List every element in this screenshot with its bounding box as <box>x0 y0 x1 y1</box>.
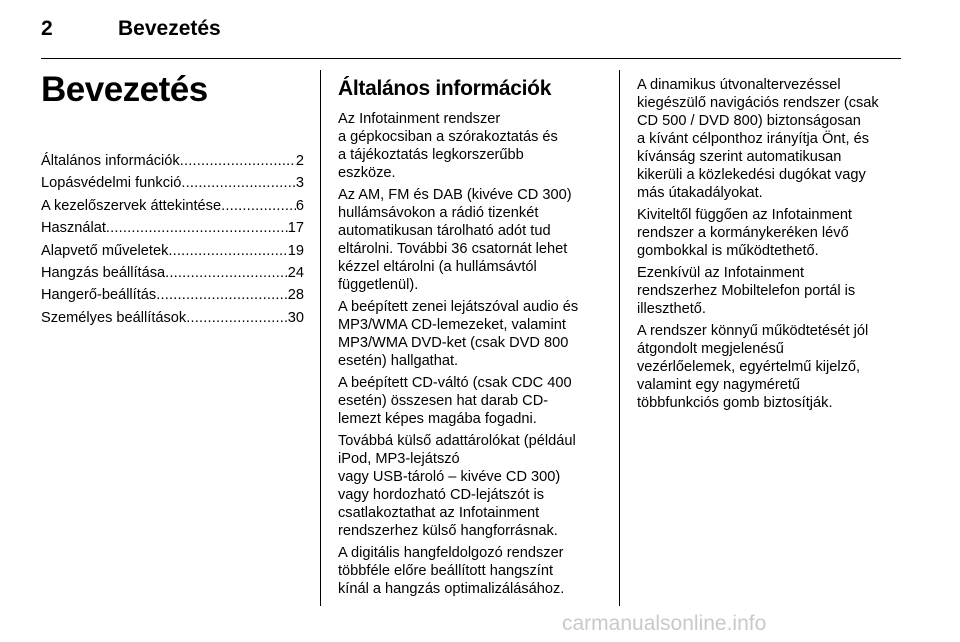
toc-page: 3 <box>295 175 304 192</box>
toc-entry[interactable] <box>41 172 304 194</box>
body-paragraph: Kiviteltől függően az Infotainment rendszer a kormánykeréken lévő gombokkal is működtethető. <box>637 207 852 259</box>
body-paragraph: Továbbá külső adattárolókat (például iPod, MP3-lejátszó vagy USB-tároló – kivéve CD 300) vagy hordozható CD-lejátszót is csatlakoztathat az Infotainment rendszerhez külső hangforrásnak. <box>338 433 576 539</box>
toc-entry[interactable] <box>41 240 304 262</box>
toc-label: A kezelőszervek áttekintése <box>41 197 222 214</box>
body-paragraph: A beépített zenei lejátszóval audio és MP3/WMA CD-lemezeket, valamint MP3/WMA DVD-ket (csak DVD 800 esetén) hallgathat. <box>338 299 579 369</box>
column-divider-right <box>619 70 620 606</box>
toc-leader <box>168 240 287 262</box>
table-of-contents <box>41 150 304 329</box>
body-paragraph: A beépített CD-váltó (csak CDC 400 esetén) összesen hat darab CD- lemezt képes magába fogadni. <box>338 375 572 427</box>
body-paragraph: A rendszer könnyű működtetését jól átgondolt megjelenésű vezérlőelemek, egyértelmű kijelző, valamint egy nagyméretű többfunkciós gomb biztosítják. <box>637 323 869 411</box>
page-number: 2 <box>41 17 53 40</box>
toc-label: Hangzás beállítása <box>41 264 166 281</box>
body-paragraph: Ezenkívül az Infotainment rendszerhez Mobiltelefon portál is illeszthető. <box>637 265 856 317</box>
toc-page: 19 <box>287 242 304 259</box>
column-divider-left <box>320 70 321 606</box>
toc-page: 24 <box>287 264 304 281</box>
toc-label: Lopásvédelmi funkció <box>41 175 182 192</box>
toc-label: Használat <box>41 220 106 237</box>
toc-leader <box>165 262 288 284</box>
toc-leader <box>180 150 296 172</box>
toc-label: Hangerő-beállítás <box>41 287 157 304</box>
toc-label: Általános információk <box>41 153 180 169</box>
toc-label: Személyes beállítások <box>41 309 187 326</box>
running-title: Bevezetés <box>118 17 221 40</box>
toc-leader <box>106 217 288 239</box>
toc-entry[interactable] <box>41 150 304 172</box>
toc-page: 2 <box>295 153 304 169</box>
chapter-column <box>41 70 304 326</box>
toc-leader <box>186 307 288 329</box>
toc-entry[interactable] <box>41 284 304 306</box>
body-paragraph: Az Infotainment rendszer a gépkocsiban a szórakoztatás és a tájékoztatás legkorszerűbb eszköze. <box>338 111 558 181</box>
body-paragraph: Az AM, FM és DAB (kivéve CD 300) hullámsávokon a rádió tizenkét automatikusan tárolható adót tud eltárolni. További 36 csatornát lehet kézzel eltárolni (a hullámsávtól függetlenül). <box>338 187 572 293</box>
watermark: carmanualsonline.info <box>562 612 767 635</box>
toc-entry[interactable] <box>41 307 304 329</box>
section-title: Általános információk <box>338 77 552 100</box>
body-paragraph: A digitális hangfeldolgozó rendszer többféle előre beállított hangszínt kínál a hangzás optimalizálásához. <box>338 545 565 597</box>
toc-page: 17 <box>287 220 304 237</box>
toc-page: 28 <box>287 287 304 304</box>
toc-page: 6 <box>295 197 304 214</box>
toc-entry[interactable] <box>41 195 304 217</box>
toc-leader <box>181 172 296 194</box>
toc-page: 30 <box>287 309 304 326</box>
chapter-title: Bevezetés <box>41 70 208 109</box>
toc-leader <box>156 284 288 306</box>
toc-leader <box>221 195 296 217</box>
section-column-right <box>637 76 903 416</box>
toc-entry[interactable] <box>41 217 304 239</box>
toc-label: Alapvető műveletek <box>41 242 169 259</box>
header-rule <box>41 58 901 59</box>
toc-entry[interactable] <box>41 262 304 284</box>
section-column-main <box>338 74 604 602</box>
body-paragraph: A dinamikus útvonaltervezéssel kiegészülő navigációs rendszer (csak CD 500 / DVD 800) biztonságosan a kívánt célponthoz irányítja Önt, és kívánság szerint automatikusan kikerüli a közlekedési dugókat vagy más útakadályokat. <box>637 77 879 201</box>
